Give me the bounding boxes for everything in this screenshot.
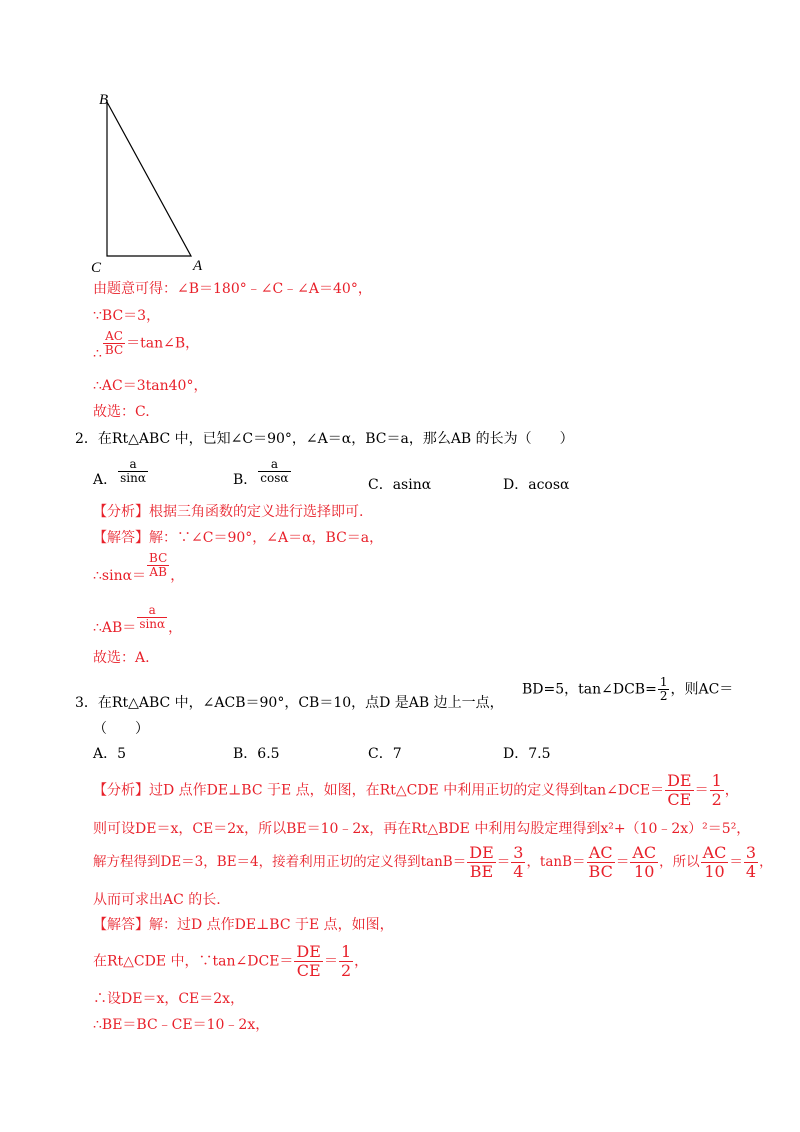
q2-analysis: 【分析】根据三角函数的定义进行选择即可.	[93, 504, 364, 520]
q3-solution-tan: 在Rt△CDE 中，∵tan∠DCE＝ $\frac{DE}{CE}$ ＝ $\frac{1}{2}$ ，	[93, 942, 369, 980]
q1-answer: 故选：C.	[93, 404, 150, 420]
q3-stem-paren: （ ）	[93, 721, 149, 737]
q3-analysis-line1: 【分析】过D 点作DE⊥BC 于E 点，如图，在Rt△CDE 中利用正切的定义得到tan∠DCE＝ $\frac{DE}{CE}$ ＝ $\frac{1}{2}$ ，	[93, 771, 739, 809]
q2-answer: 故选：A.	[93, 650, 150, 666]
q2-option-a[interactable]: A． $\frac{a}{\sin\alpha}$	[93, 457, 146, 488]
q3-analysis-line3: 解方程得到DE＝3，BE＝4，接着利用正切的定义得到tanB＝ $\frac{DE}{BE}$ ＝ $\frac{3}{4}$ ，tanB＝ $\frac{AC}{BC}$ ＝ $\frac{AC}{10}$ ，所以 $\frac{AC}{10}$ ＝ $\frac{3}{4}$ ，	[93, 843, 773, 881]
vertex-a-label: A	[193, 258, 203, 274]
q1-line-tan: ∴ $\frac{AC}{BC}$ ＝tan∠B，	[93, 329, 200, 362]
q2-ab-line: ∴AB＝ $\frac{a}{\sin\alpha}$ ，	[93, 603, 183, 636]
fraction-ac-bc: $\frac{AC}{BC}$	[104, 329, 124, 357]
q2-solution-intro: 【解答】解：∵∠C＝90°，∠A＝α，BC＝a，	[93, 530, 384, 546]
q1-line-angle-sum: 由题意可得：∠B＝180°﹣∠C﹣∠A＝40°，	[93, 281, 372, 297]
therefore-symbol: ∴	[93, 345, 102, 362]
q2-option-b[interactable]: B． $\frac{a}{\cos\alpha}$	[233, 457, 289, 488]
q3-stem: 3．在Rt△ABC 中，∠ACB＝90°，CB＝10，点D 是AB 边上一点，	[75, 695, 504, 711]
vertex-c-label: C	[91, 260, 102, 275]
triangle-outline	[107, 102, 191, 256]
q3-stem-condition: BD=5，tan∠DCB= $\frac{1}{2}$ ，则AC＝	[522, 675, 734, 703]
q3-solution-be: ∴BE＝BC﹣CE＝10﹣2x，	[93, 1017, 270, 1033]
q3-solution-let: ∴设DE＝x，CE＝2x，	[93, 991, 245, 1007]
q3-option-a[interactable]: A．5	[93, 746, 127, 762]
q1-line-bc: ∵BC＝3，	[93, 308, 161, 324]
q2-sin-line: ∴sinα＝ $\frac{BC}{AB}$ ，	[93, 551, 185, 584]
q3-option-d[interactable]: D．7.5	[503, 746, 551, 762]
q1-line-ac: ∴AC＝3tan40°，	[93, 378, 208, 394]
q3-analysis-line2: 则可设DE＝x，CE＝2x，所以BE＝10﹣2x，再在Rt△BDE 中利用勾股定理得到x²+（10﹣2x）²＝5²，	[93, 821, 751, 837]
q3-option-c[interactable]: C．7	[368, 746, 402, 762]
right-triangle-figure	[85, 90, 215, 275]
q2-option-c[interactable]: C．asinα	[368, 477, 432, 493]
q3-solution-intro: 【解答】解：过D 点作DE⊥BC 于E 点，如图，	[93, 917, 394, 933]
vertex-b-label: B	[99, 92, 109, 108]
q2-option-d[interactable]: D．acosα	[503, 477, 570, 493]
q2-stem: 2．在Rt△ABC 中，已知∠C＝90°，∠A＝α，BC＝a，那么AB 的长为（ ）	[75, 431, 574, 447]
q3-option-b[interactable]: B．6.5	[233, 746, 280, 762]
q3-analysis-line4: 从而可求出AC 的长.	[93, 892, 221, 908]
